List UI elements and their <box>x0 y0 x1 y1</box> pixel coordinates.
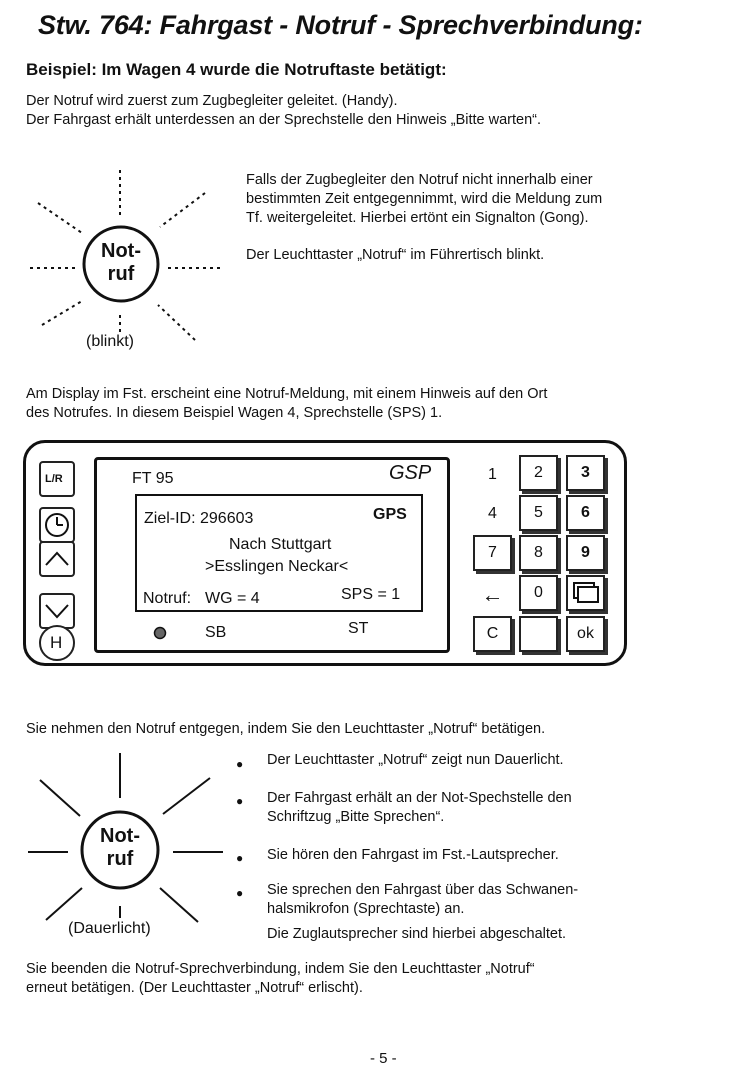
bullet-4-line-2: halsmikrofon (Sprechtaste) an. <box>267 901 465 917</box>
key-3[interactable]: 3 <box>566 455 605 491</box>
gsp-label: GSP <box>389 462 432 484</box>
window-key[interactable] <box>566 575 605 611</box>
gsp-control-panel <box>23 440 627 666</box>
key-4[interactable]: 4 <box>473 496 512 532</box>
bullet-1: Der Leuchttaster „Notruf“ zeigt nun Dauerlicht. <box>267 752 564 768</box>
notruf-lamp-steady <box>18 748 233 948</box>
blink-text-line-3: Tf. weitergeleitet. Hierbei ertönt ein Signalton (Gong). <box>246 210 589 226</box>
wagon-number: WG = 4 <box>205 590 260 607</box>
end-text-line-1: Sie beenden die Notruf-Sprechverbindung, indem Sie den Leuchttaster „Notruf“ <box>26 961 535 977</box>
bullet-dot: ● <box>236 794 244 808</box>
key-2[interactable]: 2 <box>519 455 558 491</box>
bullet-dot: ● <box>236 851 244 865</box>
end-text-line-2: erneut betätigen. (Der Leuchttaster „Notruf“ erlischt). <box>26 980 363 996</box>
window-icon <box>571 580 601 606</box>
h-button[interactable] <box>39 625 75 661</box>
scroll-down-button[interactable] <box>39 593 75 629</box>
key-5[interactable]: 5 <box>519 495 558 531</box>
blink-text-line-4: Der Leuchttaster „Notruf“ im Führertisch blinkt. <box>246 247 545 263</box>
key-8[interactable]: 8 <box>519 535 558 571</box>
blank-key[interactable] <box>519 616 558 652</box>
page-number: - 5 - <box>370 1050 397 1067</box>
back-arrow-key[interactable]: ← <box>473 577 512 613</box>
bullet-dot: ● <box>236 886 244 900</box>
lamp-label-line-2: ruf <box>107 263 135 285</box>
key-0[interactable]: 0 <box>519 575 558 611</box>
bullet-4-line-1: Sie sprechen den Fahrgast über das Schwanen- <box>267 882 579 898</box>
display-intro-line-2: des Notrufes. In diesem Beispiel Wagen 4, Sprechstelle (SPS) 1. <box>26 405 443 421</box>
status-dot-icon <box>153 626 167 640</box>
ziel-id: Ziel-ID: 296603 <box>144 510 254 527</box>
blink-text-line-2: bestimmten Zeit entgegennimmt, wird die Meldung zum <box>246 191 603 207</box>
page-title: Stw. 764: Fahrgast - Notruf - Sprechverbindung: <box>38 10 643 40</box>
ft-label: FT 95 <box>132 470 174 487</box>
st-softkey[interactable]: ST <box>348 620 369 637</box>
bullet-2-line-1: Der Fahrgast erhält an der Not-Spechstelle den <box>267 790 572 806</box>
key-9[interactable]: 9 <box>566 535 605 571</box>
lamp-label-line-2: ruf <box>106 848 134 870</box>
display-screen <box>94 457 450 653</box>
display-intro-line-1: Am Display im Fst. erscheint eine Notruf-Meldung, mit einem Hinweis auf den Ort <box>26 386 548 402</box>
lr-button[interactable] <box>39 461 75 497</box>
clock-button[interactable] <box>39 507 75 543</box>
intro-line-2: Der Fahrgast erhält unterdessen an der Sprechstelle den Hinweis „Bitte warten“. <box>26 112 542 128</box>
chevron-down-icon <box>41 595 73 627</box>
chevron-up-icon <box>41 543 73 575</box>
current-station: >Esslingen Neckar< <box>205 558 349 575</box>
ok-key[interactable]: ok <box>566 616 605 652</box>
key-7[interactable]: 7 <box>473 535 512 571</box>
notruf-label: Notruf: <box>143 590 192 607</box>
lamp-caption-dauerlicht: (Dauerlicht) <box>68 920 151 937</box>
sb-softkey[interactable]: SB <box>205 624 227 641</box>
key-1[interactable]: 1 <box>473 457 512 493</box>
destination: Nach Stuttgart <box>229 536 332 553</box>
blink-text-line-1: Falls der Zugbegleiter den Notruf nicht innerhalb einer <box>246 172 593 188</box>
clock-icon <box>41 509 73 541</box>
bullet-3: Sie hören den Fahrgast im Fst.-Lautsprecher. <box>267 847 559 863</box>
example-heading: Beispiel: Im Wagen 4 wurde die Notruftaste betätigt: <box>26 60 447 79</box>
lamp-caption-blinkt: (blinkt) <box>86 333 135 350</box>
notruf-message-box <box>135 494 423 612</box>
accept-instruction: Sie nehmen den Notruf entgegen, indem Sie den Leuchttaster „Notruf“ betätigen. <box>26 721 546 737</box>
lamp-label-line-1: Not- <box>101 240 141 262</box>
bullet-2-line-2: Schriftzug „Bitte Sprechen“. <box>267 809 445 825</box>
lamp-label-line-1: Not- <box>100 825 140 847</box>
gps-label: GPS <box>373 506 407 523</box>
intro-line-1: Der Notruf wird zuerst zum Zugbegleiter geleitet. (Handy). <box>26 93 398 109</box>
clear-key[interactable]: C <box>473 616 512 652</box>
scroll-up-button[interactable] <box>39 541 75 577</box>
h-label: H <box>50 633 63 652</box>
sps-number: SPS = 1 <box>341 586 401 603</box>
bullet-dot: ● <box>236 757 244 771</box>
bullet-4-line-3: Die Zuglautsprecher sind hierbei abgeschaltet. <box>267 926 567 942</box>
notruf-lamp-blinking <box>20 165 225 365</box>
lr-label: L/R <box>45 473 63 485</box>
key-6[interactable]: 6 <box>566 495 605 531</box>
